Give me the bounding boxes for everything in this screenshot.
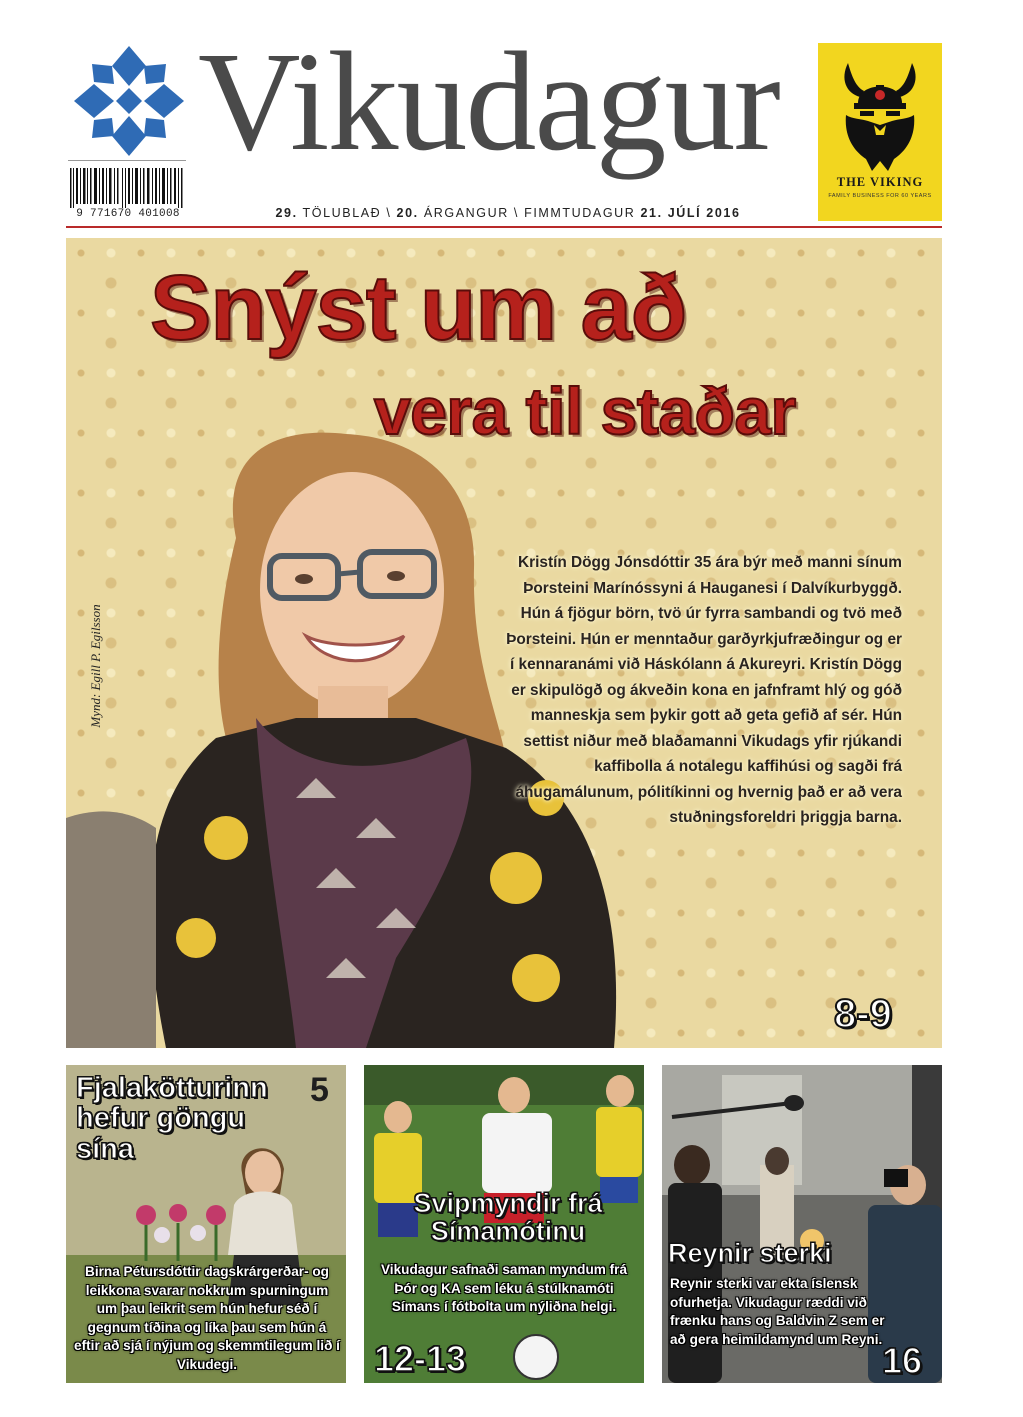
barcode-icon (68, 168, 186, 208)
ad-brand-name: THE VIKING (836, 175, 924, 189)
teaser-title: Reynir sterki (668, 1238, 832, 1268)
weekday: FIMMTUDAGUR (524, 206, 636, 220)
viking-head-icon (834, 55, 926, 173)
cover-lead-text: Kristín Dögg Jónsdóttir 35 ára býr með manni sínum Þorsteini Marínóssyni á Hauganesi í Dalvíkurbyggð. Hún á fjögur börn, tvö úr fyrra sambandi og tvö með Þorsteini. Hún er menntaður garðyrkjufræðingur og er í kennaranámi við Háskólann á Akureyri. Kristín Dögg er skipulögð og ákveðin kona en jafnframt hlý og góð manneskja sem þykir gott að geta gefið af sér. Hún settist niður með blaðamanni Vikudags yfir rjúkandi kaffibolla á notalegu kaffihúsi og sagði frá áhugamálunum, pólitíkinni og hvernig það er að vera stuðningsforeldri þriggja barna. (506, 554, 902, 826)
teaser-body: Vikudagur safnaði saman myndum frá Þór og KA sem léku á stúlknamóti Símans í fótbolta um nýliðna helgi. (380, 1262, 627, 1314)
cover-page-reference: 8-9 (834, 992, 892, 1036)
teaser-simamotinu[interactable] (364, 1065, 644, 1383)
teaser-title: Fjalakötturinn hefur göngu sína (76, 1072, 268, 1165)
masthead-divider (68, 160, 186, 161)
volume-label: ÁRGANGUR (423, 206, 509, 220)
issue-label: TÖLUBLAÐ (302, 206, 382, 220)
teaser-page-number: 5 (310, 1071, 329, 1109)
dateline-separator: \ (386, 206, 392, 220)
teaser-page-number: 12-13 (374, 1338, 467, 1379)
volume-number: 20. (396, 206, 419, 220)
masthead-title: Vikudagur (198, 22, 779, 180)
star-logo-icon (72, 44, 186, 158)
ad-tagline: FAMILY BUSINESS FOR 60 YEARS (828, 193, 932, 199)
viking-advertisement[interactable] (818, 43, 942, 221)
issue-date: 21. JÚLÍ 2016 (640, 206, 741, 220)
photo-credit-text: Mynd: Egill P. Egilsson (88, 604, 103, 728)
issue-number: 29. (275, 206, 298, 220)
cover-headline-line1: Snýst um að (150, 257, 687, 359)
teaser-body: Birna Pétursdóttir dagskrárgerðar- og leikkona svarar nokkrum spurningum um þau leikrit sem hún hefur séð í gegnum tíðina og líka þau sem hún á eftir að sjá í nýjum og skemmtilegum lið í Vikudegi. (74, 1264, 340, 1372)
masthead-rule (66, 226, 942, 228)
dateline (200, 206, 816, 220)
teaser-body: Reynir sterki var ekta íslensk ofurhetja. Vikudagur ræddi við frænku hans og Baldvin Z sem er að gera heimildamynd um Reyni. (670, 1276, 885, 1347)
cover-story[interactable] (66, 238, 942, 1048)
teaser-fjalakotturinn[interactable] (66, 1065, 346, 1383)
dateline-separator: \ (513, 206, 519, 220)
teaser-reynir-sterki[interactable] (662, 1065, 942, 1383)
cover-headline-line2: vera til staðar (374, 374, 796, 448)
teaser-title: Svipmyndir frá Símamótinu (413, 1188, 603, 1247)
teaser-page-number: 16 (882, 1340, 923, 1381)
barcode-number: 9 771670 401008 (76, 208, 180, 220)
